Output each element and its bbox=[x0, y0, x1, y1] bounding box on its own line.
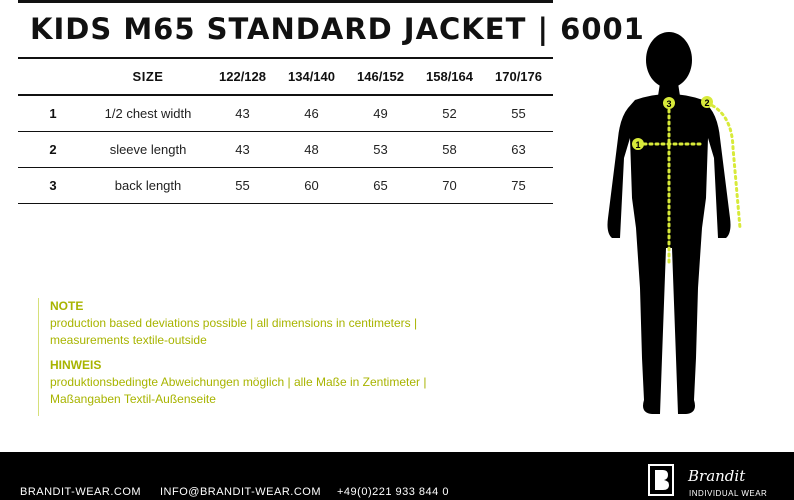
hinweis-heading: HINWEIS bbox=[50, 358, 102, 372]
table-cell: 75 bbox=[511, 178, 526, 193]
note-heading: NOTE bbox=[50, 299, 84, 313]
table-cell: 43 bbox=[235, 106, 250, 121]
row-label: 1/2 chest width bbox=[104, 106, 192, 121]
hinweis-line: Maßangaben Textil-Außenseite bbox=[50, 392, 216, 406]
table-cell: 60 bbox=[304, 178, 319, 193]
brand-name: Brandit bbox=[688, 467, 746, 485]
table-header-row bbox=[18, 58, 553, 95]
table-cell: 65 bbox=[373, 178, 388, 193]
email-link[interactable]: INFO@BRANDIT-WEAR.COM bbox=[160, 486, 321, 498]
brand-tagline: INDIVIDUAL WEAR bbox=[689, 489, 768, 498]
header-num-cell bbox=[18, 58, 88, 95]
marker-3 bbox=[663, 97, 675, 109]
table-cell: 49 bbox=[373, 106, 388, 121]
note-line: production based deviations possible | all dimensions in centimeters | bbox=[50, 316, 418, 330]
table-cell: 46 bbox=[304, 106, 319, 121]
size-column-header: 158/164 bbox=[426, 69, 473, 84]
table-cell: 53 bbox=[373, 142, 388, 157]
table-row bbox=[18, 132, 553, 168]
size-column-header: 122/128 bbox=[219, 69, 266, 84]
marker-label: 1 bbox=[635, 140, 641, 150]
website-link[interactable]: BRANDIT-WEAR.COM bbox=[20, 486, 142, 498]
body-silhouette-figure bbox=[590, 28, 770, 423]
row-number: 2 bbox=[49, 142, 57, 157]
row-number: 3 bbox=[49, 178, 57, 193]
row-label: back length bbox=[114, 178, 182, 193]
marker-label: 2 bbox=[704, 98, 710, 108]
note-block-de bbox=[50, 357, 426, 408]
footer bbox=[0, 452, 794, 500]
table-cell: 48 bbox=[304, 142, 319, 157]
table-cell: 55 bbox=[235, 178, 250, 193]
hinweis-line: produktionsbedingte Abweichungen möglich | alle Maße in Zentimeter | bbox=[50, 375, 427, 389]
table-row bbox=[18, 95, 553, 132]
row-number: 1 bbox=[49, 106, 57, 121]
phone-number[interactable]: +49(0)221 933 844 0 bbox=[337, 486, 449, 498]
table-cell: 55 bbox=[511, 106, 526, 121]
table-cell: 43 bbox=[235, 142, 250, 157]
table-cell: 58 bbox=[442, 142, 457, 157]
table-cell: 63 bbox=[511, 142, 526, 157]
note-line: measurements textile-outside bbox=[50, 333, 207, 347]
size-column-header: 146/152 bbox=[357, 69, 404, 84]
brand-logo-icon bbox=[648, 464, 674, 496]
size-column-header: 170/176 bbox=[495, 69, 542, 84]
size-column-header: 134/140 bbox=[288, 69, 335, 84]
marker-label: 3 bbox=[666, 99, 672, 109]
size-header: SIZE bbox=[132, 69, 164, 84]
marker-1 bbox=[632, 138, 644, 150]
table-cell: 52 bbox=[442, 106, 457, 121]
size-table bbox=[18, 57, 553, 204]
note-block-en bbox=[50, 298, 426, 349]
row-label: sleeve length bbox=[109, 142, 187, 157]
table-cell: 70 bbox=[442, 178, 457, 193]
marker-2 bbox=[701, 96, 713, 108]
table-row bbox=[18, 168, 553, 204]
note-divider bbox=[38, 298, 39, 416]
notes-section bbox=[50, 298, 426, 416]
top-rule bbox=[18, 0, 553, 3]
page-title: KIDS M65 STANDARD JACKET | 6001 bbox=[30, 12, 645, 46]
